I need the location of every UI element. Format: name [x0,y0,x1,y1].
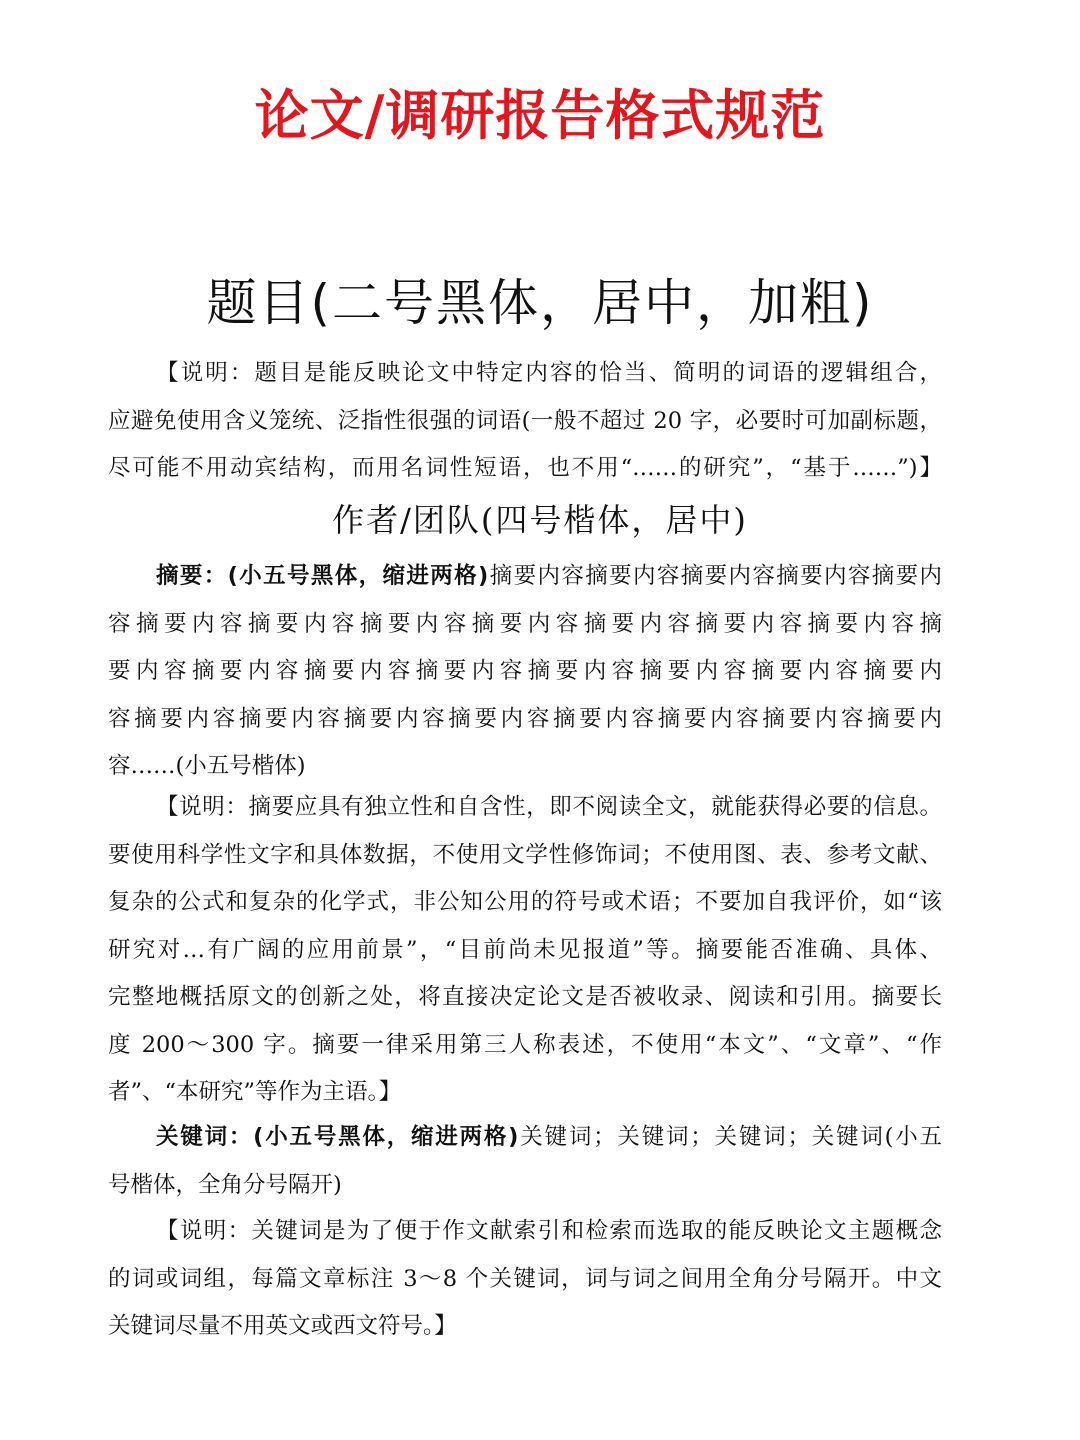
title-note-line: 尽可能不用动宾结构，而用名词性短语，也不用“……的研究”，“基于……”)】 [108,455,942,481]
keywords-label: 关键词：(小五号黑体，缩进两格) [156,1124,519,1150]
abstract-note-line: 者”、“本研究”等作为主语。】 [108,1079,402,1105]
abstract-first-line [108,553,942,601]
title-note-line: 应避免使用含义笼统、泛指性很强的词语(一般不超过 20 字，必要时可加副标题， [108,407,942,434]
keywords-note-line: 的词或词组，每篇文章标注 3～8 个关键词，词与词之间用全角分号隔开。中文 [108,1265,942,1292]
abstract-note-line: 度 200～300 字。摘要一律采用第三人称表述，不使用“本文”、“文章”、“作 [108,1031,942,1058]
main-title: 论文/调研报告格式规范 [254,84,826,147]
abstract-note-line: 完整地概括原文的创新之处，将直接决定论文是否被收录、阅读和引用。摘要长 [108,984,942,1010]
keywords-note [108,1208,942,1351]
keywords-first-line [108,1114,942,1162]
keywords-note-line: 关键词尽量不用英文或西文符号。】 [108,1313,457,1339]
keywords-line: 号楷体，全角分号隔开) [108,1171,342,1198]
author-line: 作者/团队(四号楷体，居中) [332,501,748,539]
abstract-note-line: 研究对…有广阔的应用前景”，“目前尚未见报道”等。摘要能否准确、具体、 [108,936,942,963]
abstract-line: 容摘要内容摘要内容摘要内容摘要内容摘要内容摘要内容摘要内容摘要内 [108,705,942,732]
abstract-note [108,784,942,1117]
abstract-label: 摘要：(小五号黑体，缩进两格) [156,563,489,589]
title-note-line: 【说明：题目是能反映论文中特定内容的恰当、简明的词语的逻辑组合， [156,360,942,386]
abstract-note-line: 要使用科学性文字和具体数据，不使用文学性修饰词；不使用图、表、参考文献、 [108,841,942,868]
abstract-note-line: 复杂的公式和复杂的化学式，非公知公用的符号或术语；不要加自我评价，如“该 [108,889,942,915]
title-note [108,350,942,493]
keywords-text: 关键词；关键词；关键词；关键词(小五 [518,1124,942,1150]
keywords-section [108,1114,942,1209]
abstract-line: 容摘要内容摘要内容摘要内容摘要内容摘要内容摘要内容摘要内容摘 [108,610,942,637]
paper-title-format: 题目(二号黑体，居中，加粗) [206,274,874,332]
abstract-section [108,553,942,791]
abstract-line: 要内容摘要内容摘要内容摘要内容摘要内容摘要内容摘要内容摘要内 [108,658,942,684]
abstract-note-line: 【说明：摘要应具有独立性和自含性，即不阅读全文，就能获得必要的信息。 [156,794,942,820]
keywords-note-line: 【说明：关键词是为了便于作文献索引和检索而选取的能反映论文主题概念 [156,1218,942,1244]
abstract-line: 容……(小五号楷体) [108,753,306,779]
abstract-text: 摘要内容摘要内容摘要内容摘要内容摘要内 [488,563,942,589]
